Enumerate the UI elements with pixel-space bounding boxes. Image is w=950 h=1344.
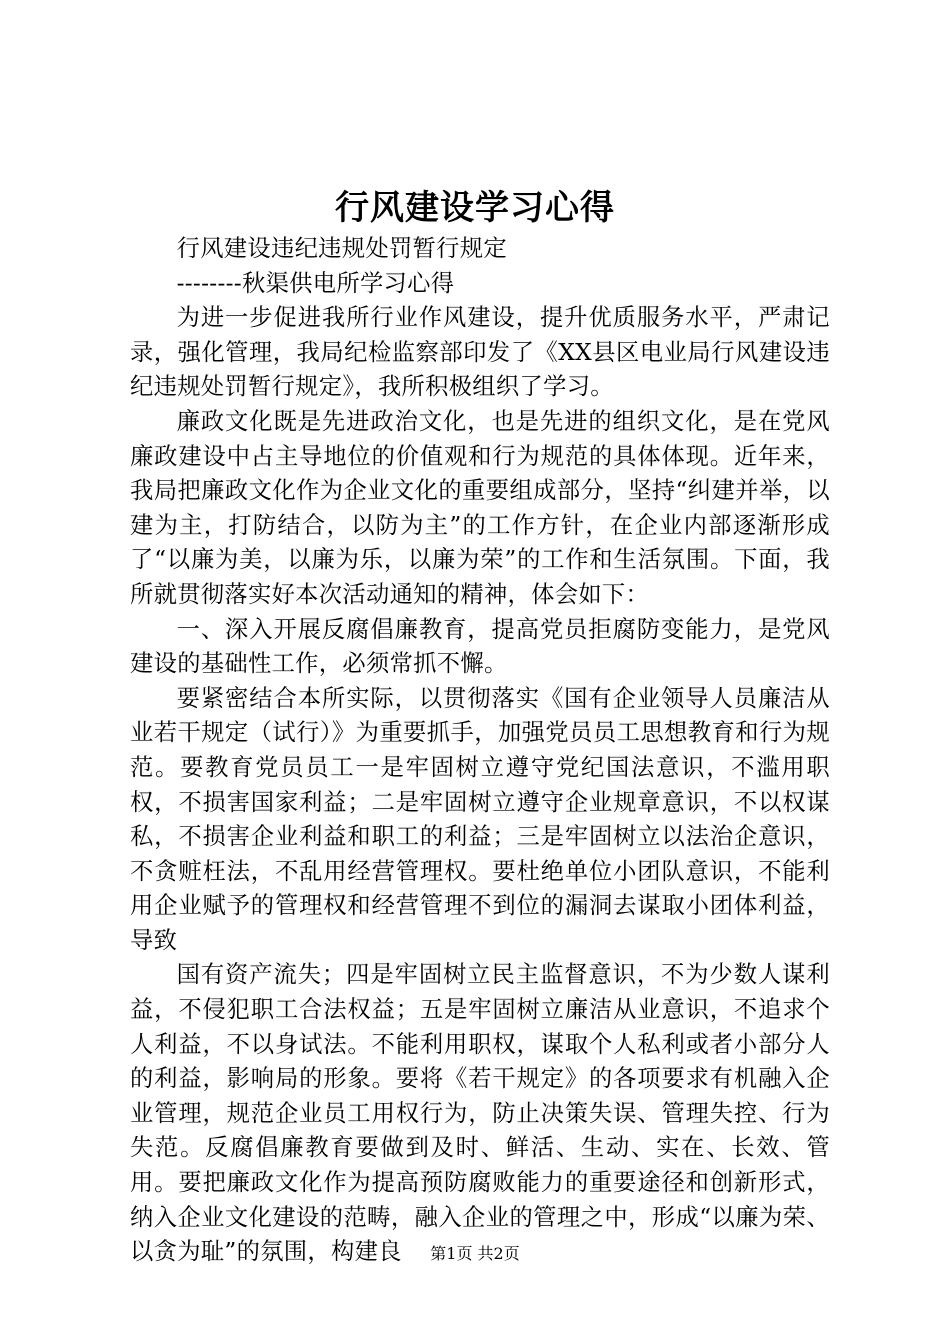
paragraph: 国有资产流失；四是牢固树立民主监督意识，不为少数人谋利益，不侵犯职工合法权益；五是牢固树立廉洁从业意识，不追求个人利益，不以身试法。不能利用职权，谋取个人私利或者小部分人的利益，影响局的形象。要将《若干规定》的各项要求有机融入企业管理，规范企业员工用权行为，防止决策失误、管理失控、行为失范。反腐倡廉教育要做到及时、鲜活、生动、实在、长效、管用。要把廉政文化作为提高预防腐败能力的重要途径和创新形式，纳入企业文化建设的范畴，融入企业的管理之中，形成“以廉为荣、以贪为耻”的氛围，构建良 (130, 961, 830, 1266)
paragraph: 要紧密结合本所实际，以贯彻落实《国有企业领导人员廉洁从业若干规定（试行）》为重要抓手，加强党员员工思想教育和行为规范。要教育党员员工一是牢固树立遵守党纪国法意识，不滥用职权，不损害国家利益；二是牢固树立遵守企业规章意识，不以权谋私，不损害企业利益和职工的利益；三是牢固树立以法治企意识，不贪赃枉法，不乱用经营管理权。要杜绝单位小团队意识，不能利用企业赋予的管理权和经营管理不到位的漏洞去谋取小团体利益，导致 (130, 684, 830, 954)
paragraph: 一、深入开展反腐倡廉教育，提高党员拒腐防变能力，是党风建设的基础性工作，必须常抓不懈。 (130, 615, 830, 678)
paragraph-author-line: --------秋渠供电所学习心得 (176, 269, 455, 297)
page-number-footer: 第1页 共2页 (430, 1244, 520, 1263)
paragraph: 廉政文化既是先进政治文化，也是先进的组织文化，是在党风廉政建设中占主导地位的价值观和行为规范的具体体现。近年来，我局把廉政文化作为企业文化的重要组成部分，坚持“纠建并举，以建为主，打防结合，以防为主”的工作方针，在企业内部逐渐形成了“以廉为美，以廉为乐，以廉为荣”的工作和生活氛围。下面，我所就贯彻落实好本次活动通知的精神，体会如下： (130, 407, 830, 608)
paragraph: 为进一步促进我所行业作风建设，提升优质服务水平，严肃记录，强化管理，我局纪检监察部印发了《XX县区电业局行风建设违纪违规处罚暂行规定》，我所积极组织了学习。 (130, 304, 830, 401)
document-body (130, 232, 830, 1270)
document-title: 行风建设学习心得 (335, 188, 615, 228)
paragraph-subtitle: 行风建设违纪违规处罚暂行规定 (176, 235, 507, 262)
